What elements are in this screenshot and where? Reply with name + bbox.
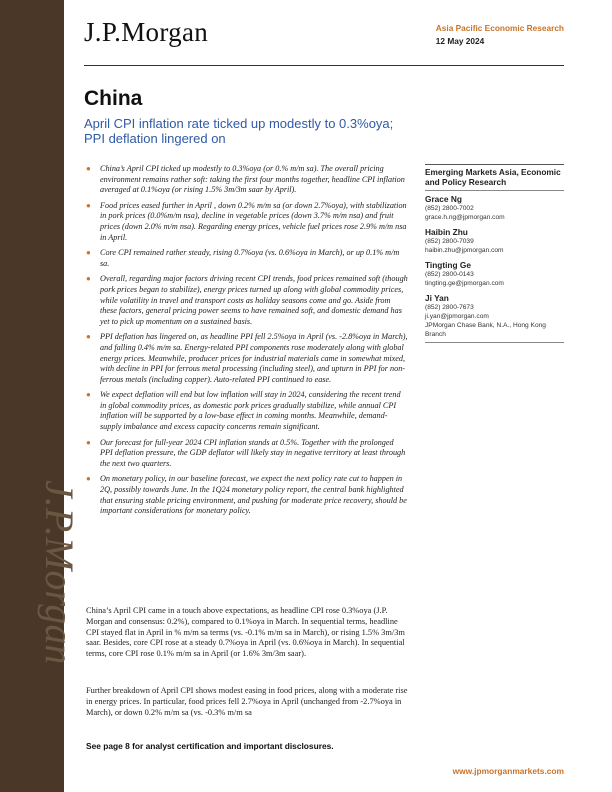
panel-divider (425, 342, 564, 343)
jpmorgan-logo: J.P.Morgan (84, 17, 209, 47)
disclosure-note: See page 8 for analyst certification and important disclosures. (86, 741, 334, 751)
analyst-phone: (852) 2800-0143 (425, 271, 474, 278)
team-name: Emerging Markets Asia, Economic and Policy Research (425, 167, 561, 187)
bullet-icon: ● (86, 437, 91, 447)
report-header (436, 23, 564, 46)
svg-text:J.P.Morgan: J.P.Morgan (37, 480, 82, 665)
analyst-panel (425, 164, 564, 346)
bullet-icon: ● (86, 332, 91, 342)
analyst-email[interactable]: grace.h.ng@jpmorgan.com (425, 214, 505, 221)
page-title: China (84, 87, 143, 110)
bullet-icon: ● (86, 274, 91, 284)
summary-bullet: ● We expect deflation will end but low inflation will stay in 2024, considering the recent trend in global commodity prices, as domestic pork prices gradually stabilize, while annual CPI inflation will be supported by a low-base effect in coming months. Meanwhile, demand-supply imbalance and excess capacity concerns remain significant. (86, 390, 401, 432)
bullet-icon: ● (86, 200, 91, 210)
panel-divider (425, 164, 564, 165)
summary-bullet: ● On monetary policy, in our baseline forecast, we expect the next policy rate cut to happen in 2Q, possibly towards June. In the 1Q24 monetary policy report, the central bank highlighted that ensuring stable pricing environment, and pushing for moderate price recovery, should be important considerations for monetary policy. (86, 474, 407, 516)
analyst-phone: (852) 2800-7673 (425, 304, 474, 311)
sidebar-watermark (0, 470, 82, 670)
analyst-email[interactable]: ji.yan@jpmorgan.com (425, 313, 489, 320)
header-divider (84, 65, 564, 66)
analyst-name: Haibin Zhu (425, 227, 468, 237)
brand-sidebar (0, 0, 82, 792)
analyst-affiliation: JPMorgan Chase Bank, N.A., Hong Kong Branch (425, 322, 546, 338)
summary-bullets (86, 164, 408, 522)
analyst-phone: (852) 2800-7039 (425, 238, 474, 245)
analyst-name: Grace Ng (425, 194, 462, 204)
analyst-name: Ji Yan (425, 293, 449, 303)
analyst-phone: (852) 2800-7002 (425, 205, 474, 212)
summary-bullet: ● PPI deflation has lingered on, as headline PPI fell 2.5%oya in April (vs. -2.8%oya in March), and falling 0.4% m/m sa. Energy-related PPI components rose moderately along with global energy prices. Meanwhile, producer prices for industrial materials came in somewhat mixed, with decline in PPI for ferrous metal processing (including steel), and upturn in PPI for non-ferrous metals (including copper). Auto-related PPI continued to ease. (86, 332, 408, 384)
summary-bullet: ● Core CPI remained rather steady, rising 0.7%oya (vs. 0.6%oya in March), or up 0.1% m/m sa. (86, 248, 400, 268)
summary-bullet: ● Food prices eased further in April , down 0.2% m/m sa (or down 2.7%oya), with stabilization in pork prices (0.0%m/m nsa), decline in vegetable prices (down 3.7% m/m nsa) and fruit prices (down 2.0% m/m nsa). Regarding energy prices, vehicle fuel prices rose 2.9% m/m nsa in April. (86, 200, 407, 242)
bullet-icon: ● (86, 474, 91, 484)
bullet-icon: ● (86, 248, 91, 258)
website-link[interactable]: www.jpmorganmarkets.com (452, 766, 564, 776)
bullet-icon: ● (86, 390, 91, 400)
analyst-name: Tingting Ge (425, 260, 471, 270)
bullet-icon: ● (86, 164, 91, 173)
analyst-email[interactable]: haibin.zhu@jpmorgan.com (425, 247, 504, 254)
panel-divider (425, 190, 564, 191)
analyst-email[interactable]: tingting.ge@jpmorgan.com (425, 280, 504, 287)
body-paragraph: Further breakdown of April CPI shows modest easing in food prices, along with a moderate rise in energy prices. In particular, food prices fell 2.7%oya in April (unchanged from -2.7%oya in March), or down 0.2% m/m sa (vs. -0.3% m/m sa (86, 686, 408, 717)
report-date: 12 May 2024 (435, 36, 485, 46)
summary-bullet: ● China’s April CPI ticked up modestly to 0.3%oya (or 0.% m/m sa). The overall pricing environment remains rather soft: taking the first four months together, headline CPI inflation averaged at 0.1%oya (or rising 1.5% 3m/3m saar by April). (86, 164, 405, 195)
summary-bullet: ● Overall, regarding major factors driving recent CPI trends, food prices remained soft (though pork prices began to stabilize), energy prices turned up along with global commodity prices, while volatility in travel and transport costs as holiday seasons come and go. Aside from these factors, general pricing power seems to have remained soft, and domestic demand has yet to pick up momentum on a sustained basis. (86, 274, 408, 326)
summary-bullet: ● Our forecast for full-year 2024 CPI inflation stands at 0.5%. Together with the prolonged PPI deflation pressure, the GDP deflator will likely stay in negative territory at least through the next two quarters. (86, 437, 406, 468)
body-paragraph: China’s April CPI came in a touch above expectations, as headline CPI rose 0.3%oya (J.P. Morgan and consensus: 0.2%), compared to 0.1%oya in March. In sequential terms, headline CPI stayed flat in April in % m/m sa terms (vs. -0.1% m/m sa in March), or rising 1.5% 3m/3m saar. Besides, core CPI rose at a steady 0.7%oya in April (vs. 0.6%oya in March). In sequential terms, core CPI rose 0.1% m/m sa in April (or 1.6% 3m/3m saar). (86, 606, 405, 659)
report-series: Asia Pacific Economic Research (435, 23, 564, 33)
page-subtitle: April CPI inflation rate ticked up modestly to 0.3%oya; PPI deflation lingered on (84, 116, 394, 146)
